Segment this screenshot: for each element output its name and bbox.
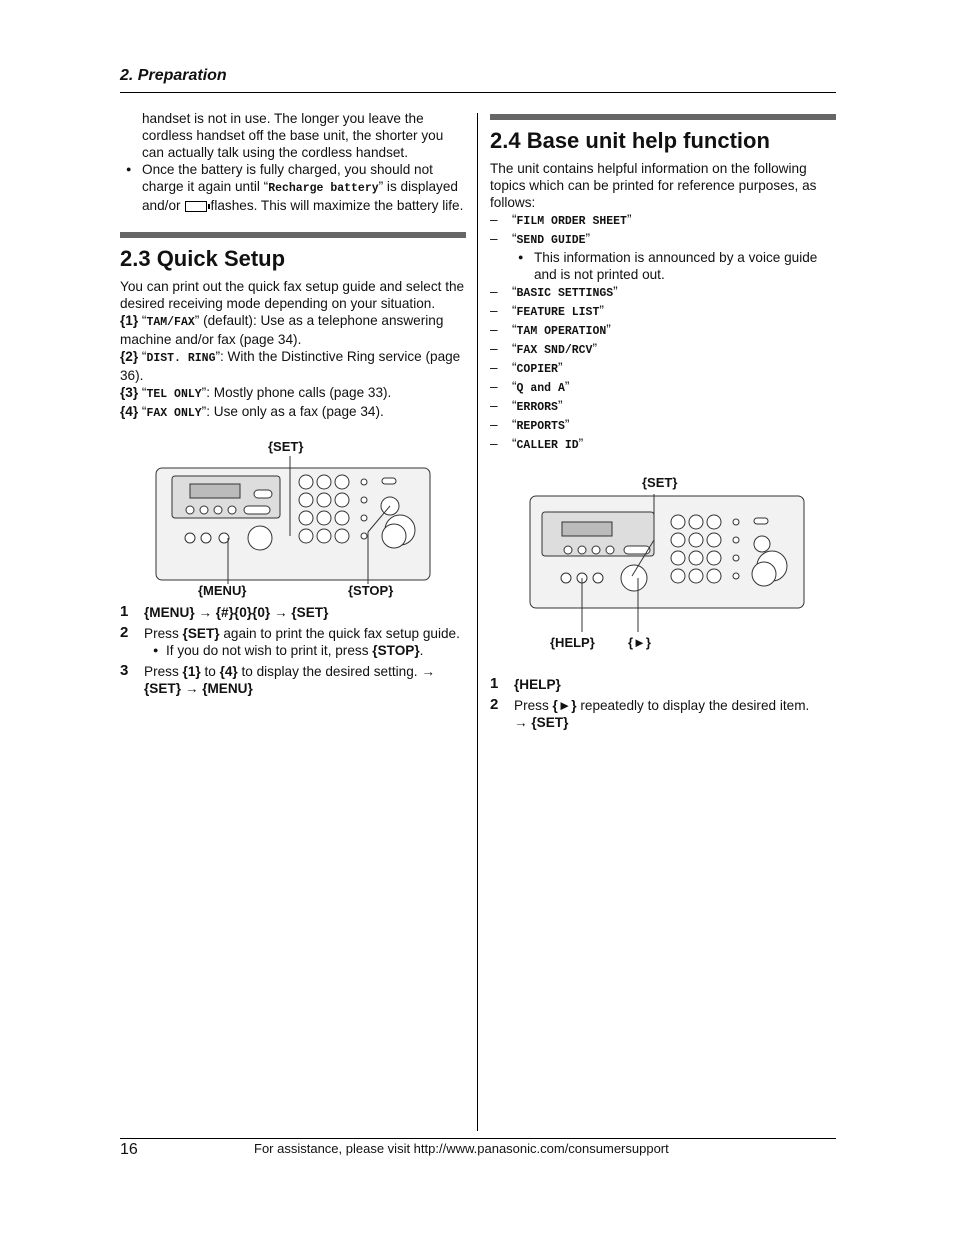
column-divider — [477, 113, 478, 1131]
help-topic-item: – “COPIER” — [490, 359, 836, 378]
help-topic-item: – “FILM ORDER SHEET” — [490, 211, 836, 230]
right-column — [490, 114, 836, 731]
header-rule — [120, 92, 836, 93]
battery-text: handset is not in use. The longer you leave the cordless handset off the base unit, the shorter you can actually talk using the cordless handset. — [142, 111, 444, 160]
fax-machine-illustration — [154, 456, 432, 584]
help-step-2: 2 Press {►} repeatedly to display the desired item. → {SET} — [490, 696, 810, 730]
fax-machine-illustration — [528, 494, 806, 632]
qs-step-1: 1 {MENU} → {#}{0}{0} → {SET} — [120, 603, 329, 620]
footer-rule — [120, 1138, 836, 1139]
fig-right-label: {►} — [628, 635, 651, 650]
section-bar — [490, 114, 836, 120]
fax-figure-left — [120, 422, 466, 600]
qs-step-2: 2 Press {SET} again to print the quick fax setup guide. — [120, 624, 460, 641]
footer-text: For assistance, please visit http://www.panasonic.com/consumersupport — [254, 1141, 669, 1156]
help-topic-item: – “REPORTS” — [490, 416, 836, 435]
help-topic-item: – “Q and A” — [490, 378, 836, 397]
mode-item: {1} “TAM/FAX” (default): Use as a telephone answering machine and/or fax (page 34). — [120, 313, 444, 347]
mode-item: {2} “DIST. RING”: With the Distinctive Ring service (page 36). — [120, 349, 461, 383]
help-topic-item: – “ERRORS” — [490, 397, 836, 416]
left-column — [120, 110, 466, 697]
fig-stop-label: {STOP} — [348, 583, 394, 598]
section-bar — [120, 232, 466, 238]
help-topic-item: – “BASIC SETTINGS” — [490, 283, 836, 302]
help-topic-item: – “FAX SND/RCV” — [490, 340, 836, 359]
help-note: ● This information is announced by a voice guide and is not printed out. — [490, 249, 836, 283]
fax-figure-right — [490, 454, 836, 672]
help-intro: The unit contains helpful information on the following topics which can be printed for reference purposes, as follows: — [490, 161, 817, 210]
mode-list — [120, 312, 466, 422]
help-topics-list-2 — [490, 283, 836, 454]
help-topic-item: – “TAM OPERATION” — [490, 321, 836, 340]
help-topic-item: – “CALLER ID” — [490, 435, 836, 454]
section-header: 2. Preparation — [120, 67, 227, 84]
help-function-title: 2.4 Base unit help function — [490, 128, 770, 153]
quick-setup-title: 2.3 Quick Setup — [120, 246, 286, 271]
page-number: 16 — [120, 1141, 138, 1158]
mode-item: {4} “FAX ONLY”: Use only as a fax (page 34). — [120, 404, 384, 420]
fig-menu-label: {MENU} — [198, 583, 247, 598]
help-step-1: 1 {HELP} — [490, 675, 561, 692]
battery-bullet: ● Once the battery is fully charged, you should not charge it again until “Recharge battery” is displayed and/or flashes. This will maximize the battery life. — [120, 161, 466, 214]
fig-set-label: {SET} — [642, 475, 678, 490]
fig-set-label: {SET} — [268, 439, 304, 454]
mode-item: {3} “TEL ONLY”: Mostly phone calls (page 33). — [120, 385, 392, 401]
fig-help-label: {HELP} — [550, 635, 595, 650]
qs-step-2-note: ● If you do not wish to print it, press {STOP}. — [120, 642, 466, 659]
help-topics-list — [490, 211, 836, 249]
help-topic-item: – “FEATURE LIST” — [490, 302, 836, 321]
help-topic-item: – “SEND GUIDE” — [490, 230, 836, 249]
battery-icon — [185, 201, 207, 212]
qs-step-3: 3 Press {1} to {4} to display the desired setting. → {SET} → {MENU} — [120, 662, 435, 696]
quick-setup-intro: You can print out the quick fax setup guide and select the desired receiving mode depending on your situation. — [120, 279, 465, 311]
